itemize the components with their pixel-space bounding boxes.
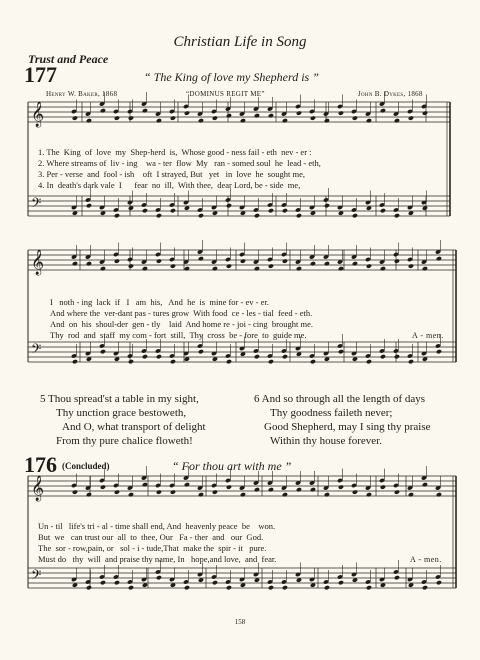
hymn-first-line: “ The King of love my Shepherd is ”	[144, 70, 319, 84]
hymn-composer: John B. Dykes, 1868	[358, 90, 423, 98]
hymn-number: 177	[24, 62, 57, 87]
stanza-6: 6 And so through all the length of days Thy goodness faileth never; Good Shepherd, may I sing thy praise Within thy house forever.	[254, 393, 431, 447]
hymn-176-first-line: “ For thou art with me ”	[172, 459, 292, 473]
verse-176-line-2: But we can trust our all to thee, Our Fa - ther and our God.	[38, 532, 264, 542]
hymn-author: Henry W. Baker, 1868	[46, 90, 118, 98]
svg-text:𝄞: 𝄞	[31, 102, 45, 127]
hymn-subtitle: Trust and Peace	[28, 52, 109, 66]
section-title: Christian Life in Song	[173, 34, 307, 50]
verse-line-4: 4. In death's dark vale I fear no ill, With thee, dear Lord, be - side me,	[38, 180, 301, 190]
verse-line-8: Thy rod and staff my com - fort still, Thy cross be - fore to guide me.	[50, 330, 307, 340]
amen-label: A - men.	[412, 331, 444, 340]
hymn-number-176: 176	[24, 452, 57, 477]
verse-line-3: 3. Per - verse and fool - ish oft I strayed, But yet in love he sought me,	[38, 169, 305, 179]
svg-text:𝄢: 𝄢	[31, 341, 42, 360]
verse-line-6: And where the ver-dant pas - tures grow With food ce - les - tial feed - eth.	[50, 308, 313, 318]
verse-line-7: And on his shoul-der gen - tly laid And home re - joi - cing brought me.	[50, 319, 313, 329]
verse-176-line-4: Must do thy will and praise thy name, In hope,and love, and fear.	[38, 554, 277, 564]
verse-line-2: 2. Where streams of liv - ing wa - ter flow My ran - somed soul he lead - eth,	[38, 158, 321, 168]
verse-176-line-3: The sor - row,pain, or sol - i - tude,That make the spir - it pure.	[38, 543, 267, 553]
svg-text:𝄢: 𝄢	[31, 567, 42, 586]
svg-text:𝄞: 𝄞	[31, 250, 45, 275]
concluded-label: (Concluded)	[62, 461, 110, 471]
svg-text:𝄢: 𝄢	[31, 195, 42, 214]
verse-line-5: I noth - ing lack if I am his, And he is mine for - ev - er.	[50, 297, 269, 307]
hymn-tune: “DOMINUS REGIT ME”	[186, 90, 265, 98]
verse-line-1: 1. The King of love my Shep-herd is, Whose good - ness fail - eth nev - er :	[38, 147, 312, 157]
page-number: 158	[234, 618, 246, 626]
stanza-5: 5 Thou spread'st a table in my sight, Thy unction grace bestoweth, And O, what transport of delight From thy pure chalice floweth!	[40, 393, 206, 447]
verse-176-line-1: Un - til life's tri - al - time shall end, And heavenly peace be won.	[38, 521, 276, 531]
svg-text:𝄞: 𝄞	[31, 476, 45, 501]
amen-label-176: A - men.	[410, 555, 442, 564]
